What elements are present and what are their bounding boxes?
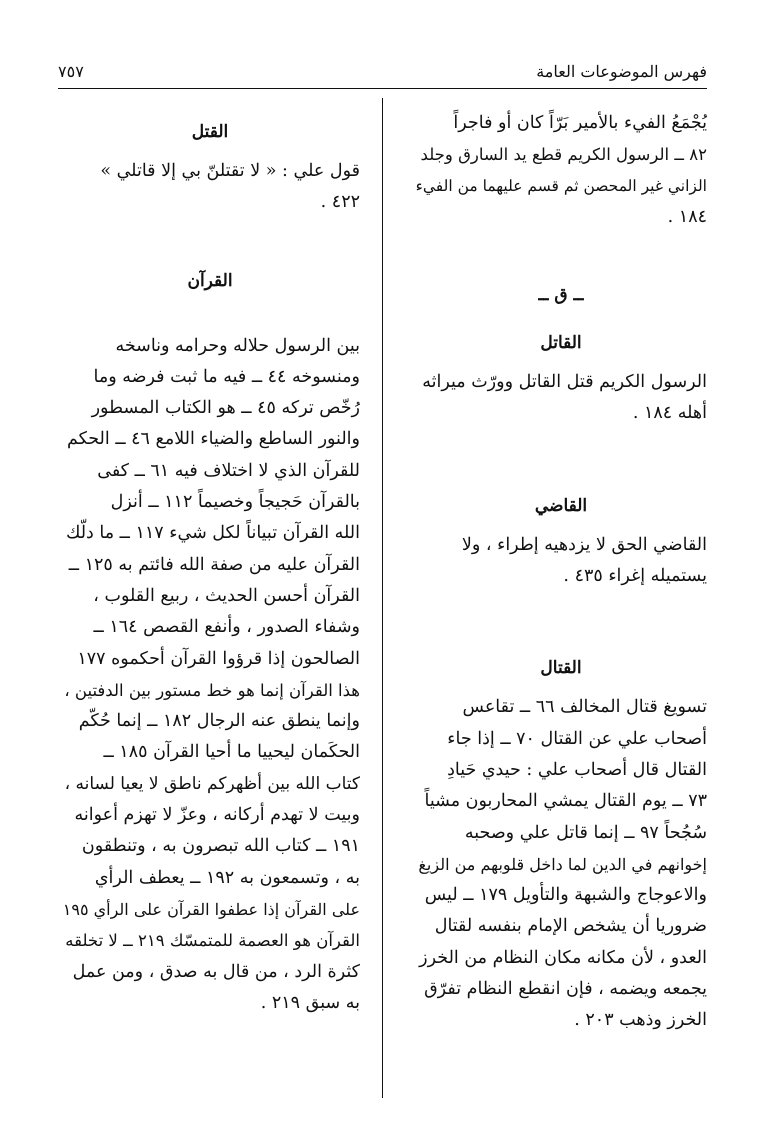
text-line: ٧٣ ــ يوم القتال يمشي المحاربون مشياً <box>424 791 707 812</box>
text-line: سُجُحاً ٩٧ ــ إنما قاتل علي وصحبه <box>464 822 707 843</box>
text-line: وإنما ينطق عنه الرجال ١٨٢ ــ إنما حُكّم <box>78 711 360 732</box>
text-line: إخوانهم في الدين لما داخل قلوبهم من الزيغ <box>418 854 707 874</box>
text-line: ١٨٤ . <box>667 206 707 227</box>
text-line: ومنسوخه ٤٤ ــ فيه ما ثبت فرضه وما <box>93 366 360 387</box>
text-line: قول علي : « لا تقتلنّ بي إلا قاتلي » <box>100 161 360 181</box>
section-heading: القاتل <box>540 333 582 354</box>
section-body <box>415 367 707 430</box>
text-line: رُخّص تركه ٤٥ ــ هو الكتاب المسطور <box>91 398 360 419</box>
text-line: والنور الساطع والضياء اللامع ٤٦ ــ الحكم <box>66 429 360 450</box>
text-line: ٤٢٢ . <box>320 192 360 213</box>
text-line: كتاب الله بين أظهركم ناطق لا يعيا لسانه ، <box>64 773 360 794</box>
text-line: القرآن هو العصمة للمتمسّك ٢١٩ ــ لا تخلقه <box>65 931 360 951</box>
section-heading: القتال <box>540 658 582 679</box>
text-line: القاضي الحق لا يزدهيه إطراء ، ولا <box>461 534 707 555</box>
text-line: أهله ١٨٤ . <box>632 403 707 424</box>
section-body <box>60 156 360 219</box>
text-line: به سبق ٢١٩ . <box>260 992 360 1013</box>
text-line: الزاني غير المحصن ثم قسم عليهما من الفيء <box>415 176 707 195</box>
text-line: هذا القرآن إنما هو خط مستور بين الدفتين ، <box>64 680 360 700</box>
text-line: ٨٢ ــ الرسول الكريم قطع يد السارق وجلد <box>420 145 707 165</box>
header-title: فهرس الموضوعات العامة <box>536 62 707 81</box>
text-line: للقرآن الذي لا اختلاف فيه ٦١ ــ كفى <box>97 460 360 481</box>
text-line: القرآن عليه من صفة الله فائتم به ١٢٥ ــ <box>68 554 360 575</box>
text-line: تسويغ قتال المخالف ٦٦ ــ تقاعس <box>462 697 707 718</box>
text-line: القرآن أحسن الحديث ، ربيع القلوب ، <box>93 585 360 606</box>
section-heading: القتل <box>191 122 229 142</box>
text-line: بالقرآن حَجيجاً وخصيماً ١١٢ ــ أنزل <box>110 492 360 513</box>
text-line: أصحاب علي عن القتال ٧٠ ــ إذا جاء <box>447 728 707 749</box>
left-column <box>60 108 360 1019</box>
text-line: الله القرآن تبياناً لكل شيء ١١٧ ــ ما دلّك <box>65 523 360 544</box>
text-line: وبيت لا تهدم أركانه ، وعزّ لا تهزم أعوانه <box>74 805 360 826</box>
section-heading: القاضي <box>534 495 588 516</box>
text-line: كثرة الرد ، من قال به صدق ، ومن عمل <box>72 961 360 982</box>
text-line: ضروريا أن يشخص الإمام بنفسه لقتال <box>434 916 707 937</box>
text-line: الخرز وذهب ٢٠٣ . <box>574 1010 707 1031</box>
section-body <box>415 530 707 593</box>
text-line: الصالحون إذا قرؤوا القرآن أحكموه ١٧٧ <box>77 648 360 669</box>
text-line: العدو ، لأن مكانه مكان النظام من الخرز <box>419 947 707 968</box>
text-line: يستميله إغراء ٤٣٥ . <box>563 566 707 587</box>
text-line: الحكَمان ليحييا ما أحيا القرآن ١٨٥ ــ <box>103 742 360 763</box>
text-line: والاعوجاج والشبهة والتأويل ١٧٩ ــ ليس <box>424 885 707 906</box>
section-heading: القرآن <box>187 270 233 291</box>
intro-entry <box>415 108 707 233</box>
text-line: به ، وتسمعون به ١٩٢ ــ يعطف الرأي <box>94 867 360 888</box>
column-divider <box>382 98 383 1098</box>
text-line: على القرآن إذا عطفوا القرآن على الرأي ١٩٥ <box>62 899 360 919</box>
text-line: يجمعه ويضمه ، فإن انقطع النظام تفرّق <box>424 979 707 1000</box>
text-line: وشفاء الصدور ، وأنفع القصص ١٦٤ ــ <box>93 617 360 638</box>
letter-heading: ــ ق ــ <box>538 285 584 306</box>
text-line: القتال قال أصحاب علي : حيدي حَيادِ <box>447 759 707 780</box>
text-line: بين الرسول حلاله وحرامه وناسخه <box>115 335 360 356</box>
right-column <box>415 108 707 1037</box>
page-number: ٧٥٧ <box>58 62 84 81</box>
header-rule <box>58 88 707 89</box>
text-line: ١٩١ ــ كتاب الله تبصرون به ، وتنطقون <box>81 836 360 857</box>
section-body <box>60 331 360 1020</box>
running-header <box>58 62 707 88</box>
text-line: الرسول الكريم قتل القاتل وورّث ميراثه <box>422 372 707 393</box>
text-line: يُجْمَعُ الفيء بالأمير بَرّاً كان أو فاجراً <box>453 113 707 133</box>
section-body <box>415 692 707 1036</box>
